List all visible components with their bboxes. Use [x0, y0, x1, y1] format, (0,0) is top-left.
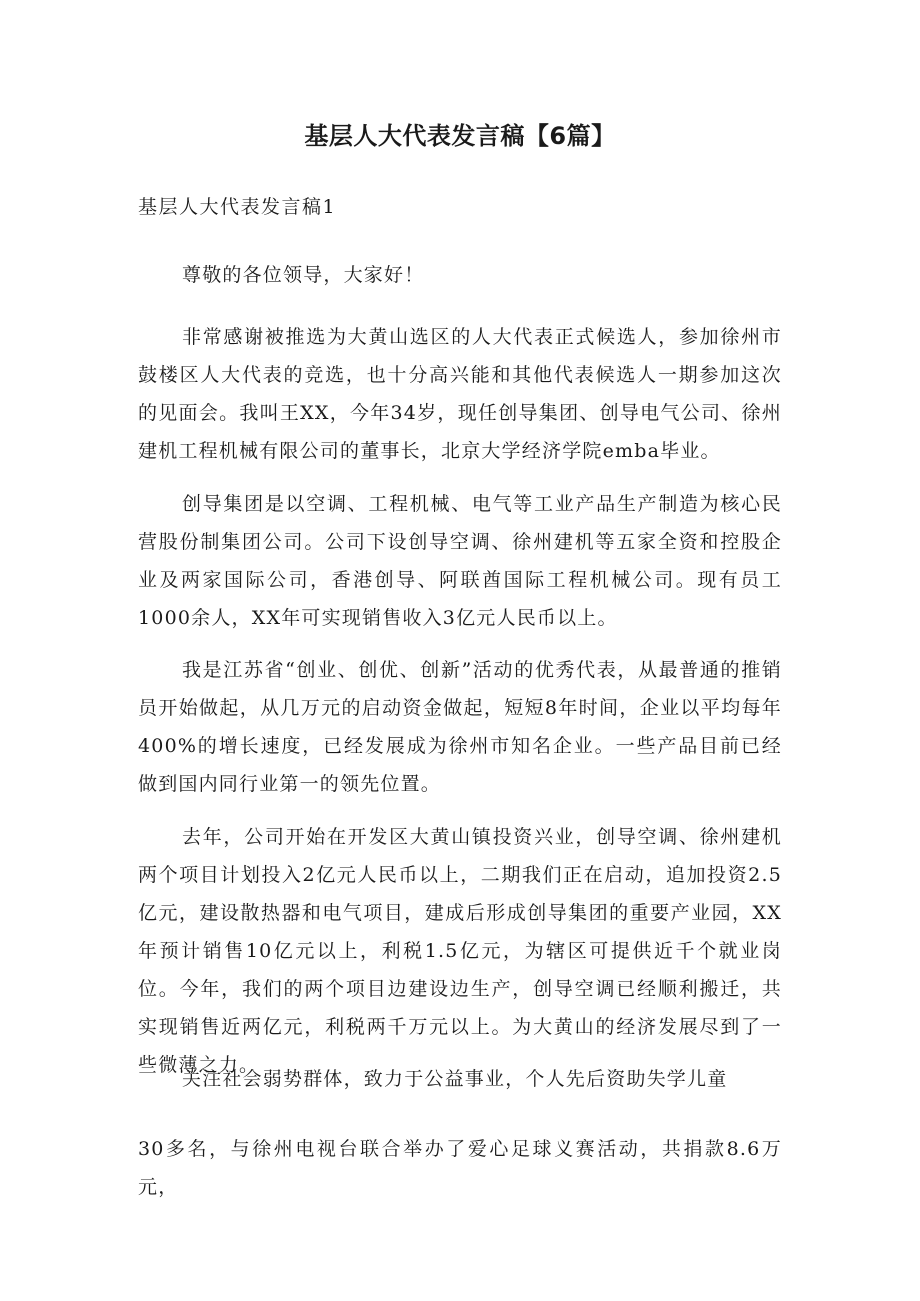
charity-paragraph: 关注社会弱势群体，致力于公益事业，个人先后资助失学儿童: [182, 1068, 728, 1090]
section-heading: 基层人大代表发言稿1: [138, 196, 337, 218]
greeting-paragraph: 尊敬的各位领导，大家好！: [182, 264, 425, 286]
introduction-paragraph: 非常感谢被推选为大黄山选区的人大代表正式候选人，参加徐州市鼓楼区人大代表的竞选，也十分高兴能和其他代表候选人一期参加这次的见面会。我叫王XX，今年34岁，现任创导集团、创导电气公司、徐州建机工程机械有限公司的董事长，北京大学经济学院emba毕业。: [138, 326, 782, 462]
investment-paragraph: 去年，公司开始在开发区大黄山镇投资兴业，创导空调、徐州建机两个项目计划投入2亿元人民币以上，二期我们正在启动，追加投资2.5亿元，建设散热器和电气项目，建成后形成创导集团的重要产业园，XX年预计销售10亿元以上，利税1.5亿元，为辖区可提供近千个就业岗位。今年，我们的两个项目边建设边生产，创导空调已经顺利搬迁，共实现销售近两亿元，利税两千万元以上。为大黄山的经济发展尽到了一些微薄之力。: [138, 826, 782, 1076]
document-title: 基层人大代表发言稿【6篇】: [304, 122, 616, 150]
charity-continued-paragraph: 30多名，与徐州电视台联合举办了爱心足球义赛活动，共捐款8.6万元，: [138, 1138, 782, 1198]
company-paragraph: 创导集团是以空调、工程机械、电气等工业产品生产制造为核心民营股份制集团公司。公司下设创导空调、徐州建机等五家全资和控股企业及两家国际公司，香港创导、阿联酋国际工程机械公司。现有员工1000余人，XX年可实现销售收入3亿元人民币以上。: [138, 493, 782, 629]
achievement-paragraph: 我是江苏省“创业、创优、创新”活动的优秀代表，从最普通的推销员开始做起，从几万元的启动资金做起，短短8年时间，企业以平均每年400%的增长速度，已经发展成为徐州市知名企业。一些产品目前已经做到国内同行业第一的领先位置。: [138, 659, 782, 795]
